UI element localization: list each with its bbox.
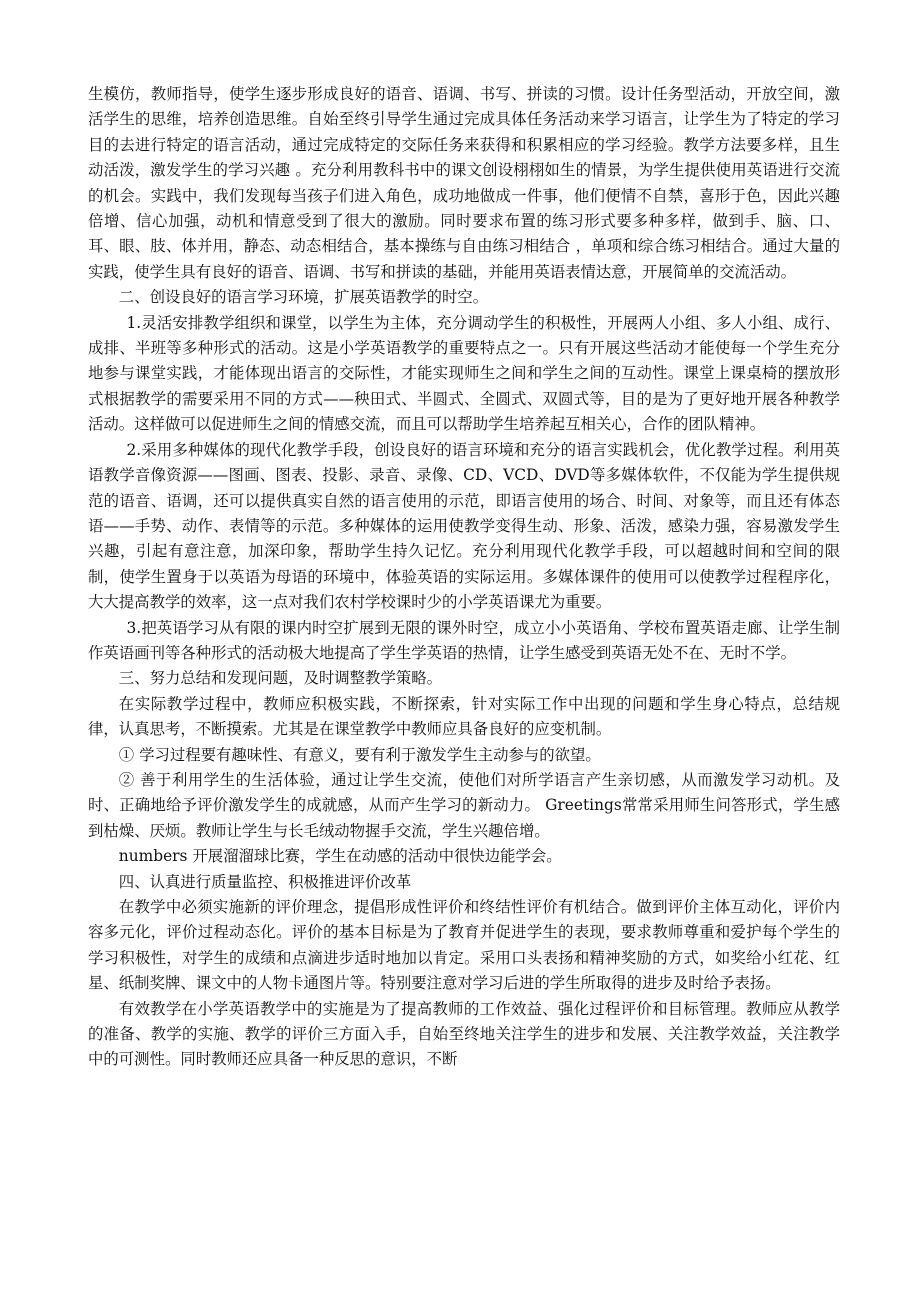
paragraph-continuation: 生模仿，教师指导，使学生逐步形成良好的语音、语调、书写、拼读的习惯。设计任务型活动，开放空间，激活学生的思维，培养创造思维。自始至终引导学生通过完成具体任务活动来学习语言，让学生为了特定的学习目的去进行特定的语言活动，通过完成特定的交际任务来获得和积累相应的学习经验。教学方法要多样，且生动活泼，激发学生的学习兴趣 。充分利用教科书中的课文创设栩栩如生的情景，为学生提供使用英语进行交流的机会。实践中，我们发现每当孩子们进入角色，成功地做成一件事，他们便情不自禁，喜形于色，因此兴趣倍增、信心加强，动机和情意受到了很大的激励。同时要求布置的练习形式要多种多样，做到手、脑、口、耳、眼、肢、体并用，静态、动态相结合，基本操练与自由练习相结合 ，单项和综合练习相结合。通过大量的实践，使学生具有良好的语音、语调、书写和拼读的基础，并能用英语表情达意，开展简单的交流活动。 [88, 85, 840, 281]
paragraph-numbers: numbers 开展溜溜球比赛，学生在动感的活动中很快边能学会。 [118, 847, 562, 866]
paragraph-item-1: 1.灵活安排教学组织和课堂，以学生为主体，充分调动学生的积极性，开展两人小组、多人小组、成行、成排、半班等多种形式的活动。这是小学英语教学的重要特点之一。只有开展这些活动才能使每一个学生充分地参与课堂实践，才能体现出语言的交际性，才能实现师生之间和学生之间的互动性。课堂上课桌椅的摆放形式根据教学的需要采用不同的方式——秧田式、半圆式、全圆式、双圆式等，目的是为了更好地开展各种教学活动。这样做可以促进师生之间的情感交流，而且可以帮助学生培养起互相关心，合作的团队精神。 [88, 313, 840, 434]
paragraph-practice: 在实际教学过程中，教师应积极实践，不断探索，针对实际工作中出现的问题和学生身心特点，总结规律，认真思考，不断摸索。尤其是在课堂教学中教师应具备良好的应变机制。 [88, 694, 840, 739]
list-item-circled-1: ① 学习过程要有趣味性、有意义，要有利于激发学生主动参与的欲望。 [118, 745, 601, 764]
paragraph-effective-teaching: 有效教学在小学英语教学中的实施是为了提高教师的工作效益、强化过程评价和目标管理。教师应从教学的准备、教学的实施、教学的评价三方面入手，自始至终地关注学生的进步和发展、关注教学效益，关注教学中的可测性。同时教师还应具备一种反思的意识，不断 [88, 999, 840, 1069]
document-page [88, 82, 840, 1073]
list-item-circled-2: ② 善于利用学生的生活体验，通过让学生交流，使他们对所学语言产生亲切感，从而激发学习动机。及时、正确地给予评价激发学生的成就感，从而产生学习的新动力。 Greetings常常采用师生问答形式，学生感到枯燥、厌烦。教师让学生与长毛绒动物握手交流，学生兴趣倍增。 [88, 770, 840, 840]
paragraph-item-3: 3.把英语学习从有限的课内时空扩展到无限的课外时空，成立小小英语角、学校布置英语走廊、让学生制作英语画刊等各种形式的活动极大地提高了学生学英语的热情，让学生感受到英语无处不在、无时不学。 [88, 618, 840, 662]
section-heading-2: 二、创设良好的语言学习环境，扩展英语教学的时空。 [118, 288, 489, 307]
paragraph-evaluation: 在教学中必须实施新的评价理念，提倡形成性评价和终结性评价有机结合。做到评价主体互动化，评价内容多元化，评价过程动态化。评价的基本目标是为了教育并促进学生的表现，要求教师尊重和爱护每个学生的学习积极性，对学生的成绩和点滴进步适时地加以肯定。采用口头表扬和精神奖励的方式，如奖给小红花、红星、纸制奖牌、课文中的人物卡通图片等。特别要注意对学习后进的学生所取得的进步及时给予表扬。 [88, 898, 840, 993]
section-heading-3: 三、努力总结和发现问题，及时调整教学策略。 [118, 669, 443, 688]
paragraph-item-2: 2.采用多种媒体的现代化教学手段，创设良好的语言环境和充分的语言实践机会，优化教学过程。利用英语教学音像资源——图画、图表、投影、录音、录像、CD、VCD、DVD等多媒体软件，不仅能为学生提供规范的语音、语调，还可以提供真实自然的语言使用的示范，即语言使用的场合、时间、对象等，而且还有体态语——手势、动作、表情等的示范。多种媒体的运用使教学变得生动、形象、活泼，感染力强，容易激发学生兴趣，引起有意注意，加深印象，帮助学生持久记忆。充分利用现代化教学手段，可以超越时间和空间的限制，使学生置身于以英语为母语的环境中，体验英语的实际运用。多媒体课件的使用可以使教学过程程序化，大大提高教学的效率，这一点对我们农村学校课时少的小学英语课尤为重要。 [88, 440, 840, 612]
section-heading-4: 四、认真进行质量监控、积极推进评价改革 [118, 872, 412, 891]
